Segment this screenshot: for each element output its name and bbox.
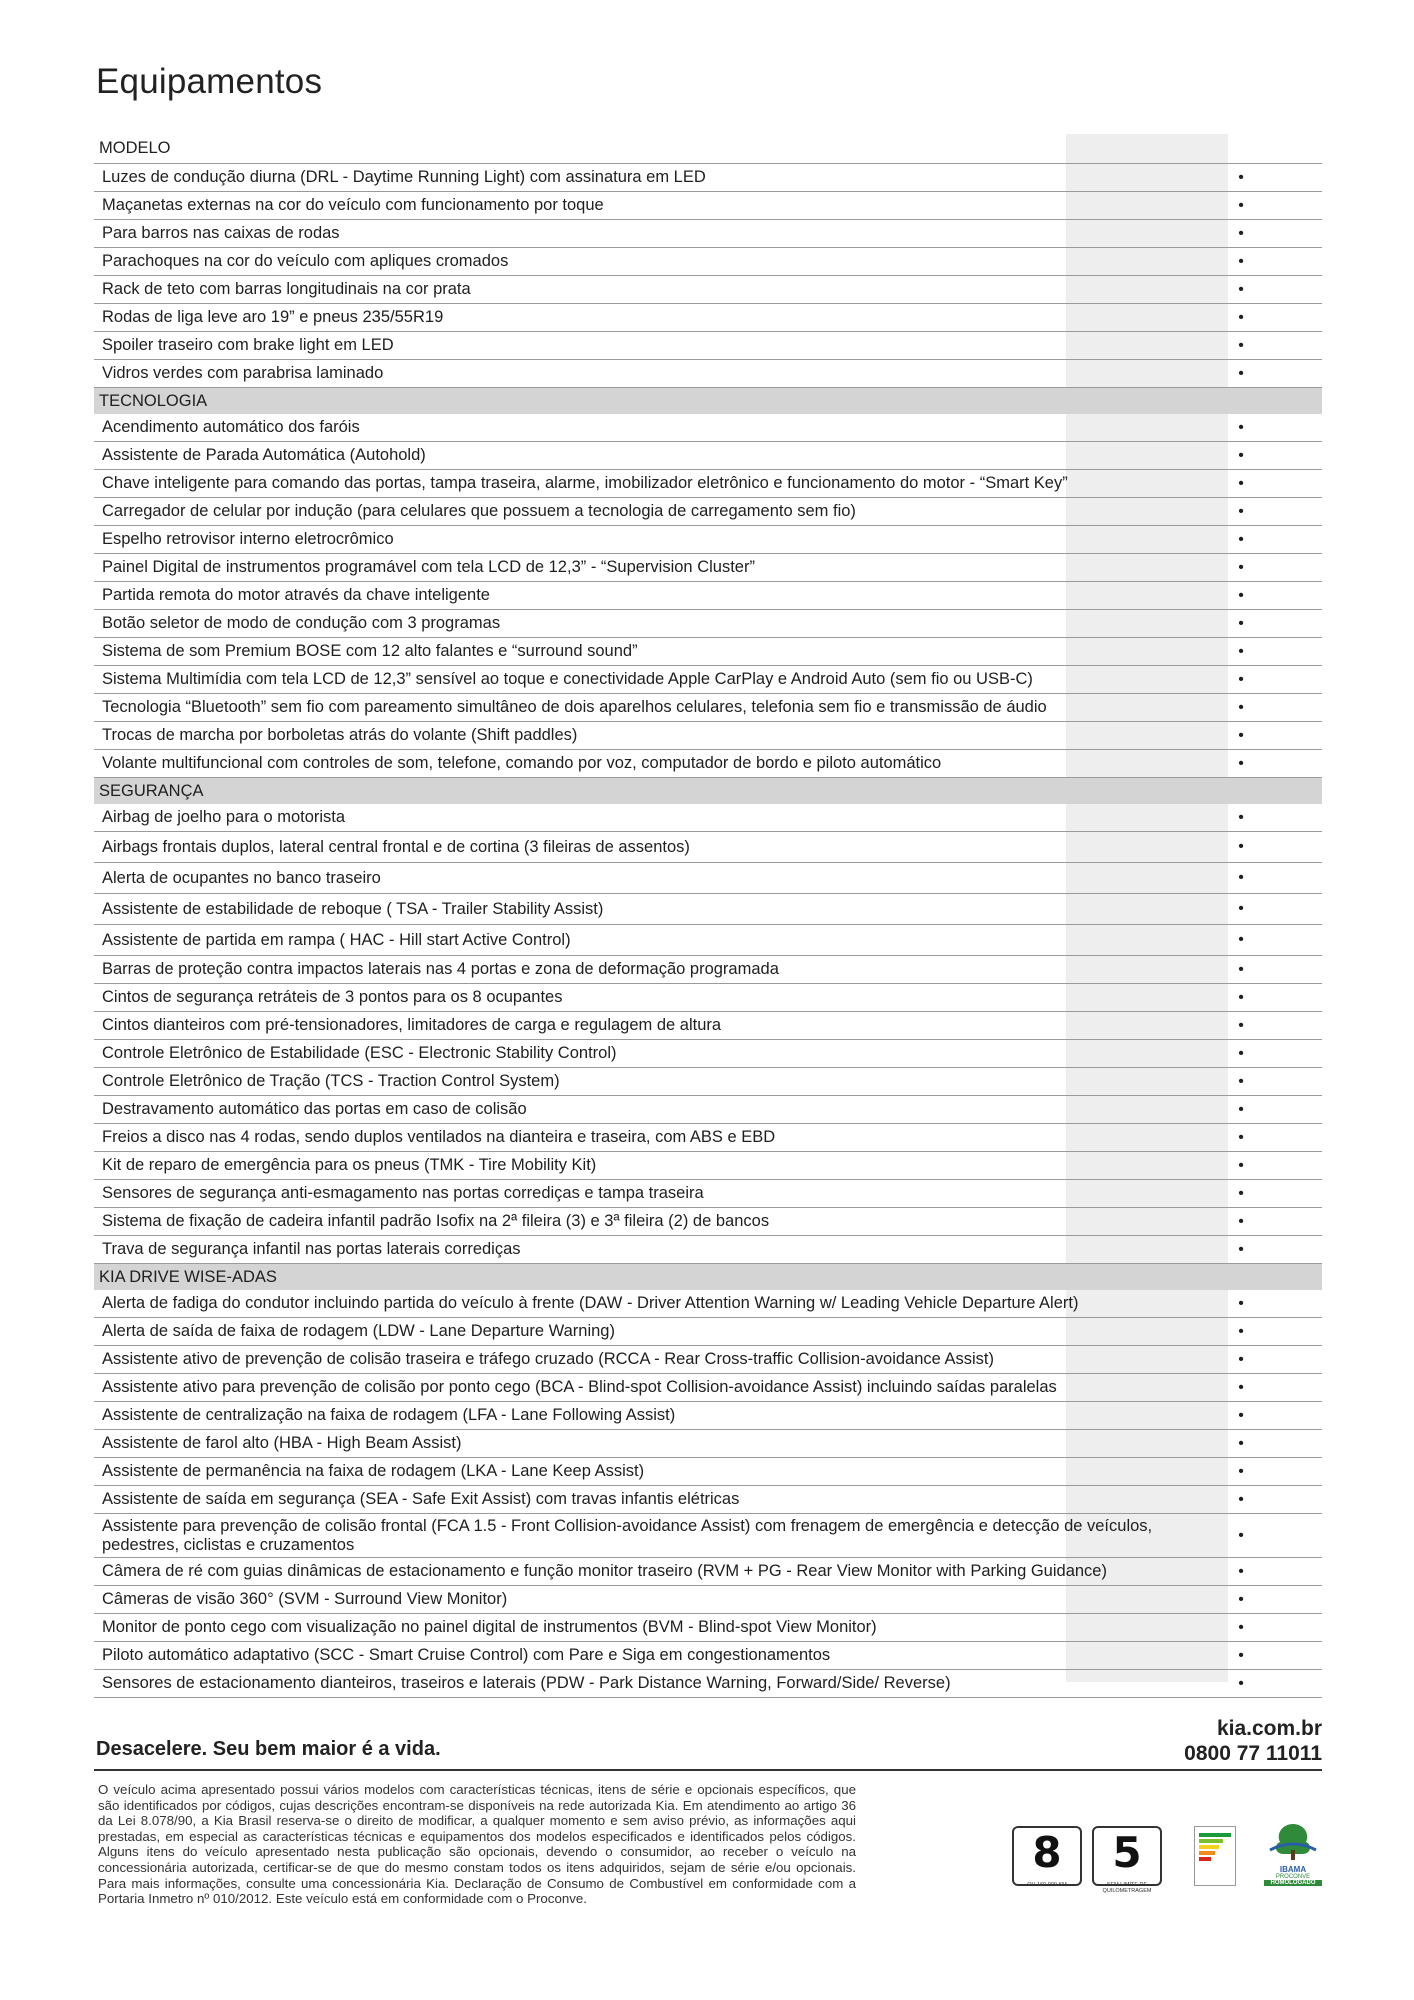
proconve-text: PROCONVE [1275, 1874, 1311, 1880]
equipment-label: Assistente ativo de prevenção de colisão traseira e tráfego cruzado (RCCA - Rear Cross-traffic Collision-avoidance Assist) [102, 1350, 995, 1368]
standard-mark: • [1238, 1044, 1244, 1062]
standard-mark: • [1238, 1156, 1244, 1174]
second-seal-caption: SEM LIMITE DE QUILOMETRAGEM [1102, 1882, 1152, 1894]
equipment-label: Spoiler traseiro com brake light em LED [102, 336, 394, 354]
standard-mark: • [1238, 168, 1244, 186]
page-title: Equipamentos [96, 62, 323, 101]
equipment-label: Assistente para prevenção de colisão frontal (FCA 1.5 - Front Collision-avoidance Assist) com frenagem de emergência e detecção de veículos, pedestres, ciclistas e cruzamentos [102, 1516, 1153, 1554]
equipment-label: Sistema de fixação de cadeira infantil padrão Isofix na 2ª fileira (3) e 3ª fileira (2) de bancos [102, 1212, 770, 1230]
standard-mark: • [1238, 960, 1244, 978]
equipment-label: Barras de proteção contra impactos laterais nas 4 portas e zona de deformação programada [102, 960, 779, 978]
equipment-label: Partida remota do motor através da chave inteligente [102, 586, 490, 604]
equipment-label: Freios a disco nas 4 rodas, sendo duplos ventilados na dianteira e traseira, com ABS e EBD [102, 1128, 776, 1146]
table-row [94, 1514, 1322, 1558]
table-row [94, 1096, 1322, 1124]
ibama-proconve-logo [1264, 1820, 1322, 1892]
table-row [94, 164, 1322, 192]
equipment-label: Botão seletor de modo de condução com 3 programas [102, 614, 501, 632]
table-row [94, 832, 1322, 863]
equipment-label: Volante multifuncional com controles de som, telefone, comando por voz, computador de bordo e piloto automático [102, 754, 942, 772]
standard-mark: • [1238, 754, 1244, 772]
warranty-seal [1012, 1826, 1082, 1886]
table-row [94, 498, 1322, 526]
table-row [94, 956, 1322, 984]
equipment-label: Parachoques na cor do veículo com apliques cromados [102, 252, 509, 270]
table-row [94, 666, 1322, 694]
table-row [94, 750, 1322, 778]
standard-mark: • [1238, 1462, 1244, 1480]
standard-mark: • [1238, 931, 1244, 948]
table-row [94, 276, 1322, 304]
table-row [94, 1040, 1322, 1068]
equipment-label: Assistente de farol alto (HBA - High Beam Assist) [102, 1434, 462, 1452]
equipment-label: Alerta de ocupantes no banco traseiro [102, 868, 381, 887]
phone-number: 0800 77 11011 [1184, 1742, 1322, 1765]
equipment-label: Cintos de segurança retráteis de 3 pontos para os 8 ocupantes [102, 988, 563, 1006]
section-header: SEGURANÇA [94, 778, 1322, 804]
table-row [94, 1430, 1322, 1458]
certification-seals [1012, 1820, 1324, 1940]
table-row [94, 984, 1322, 1012]
standard-mark: • [1238, 900, 1244, 917]
table-row [94, 1236, 1322, 1264]
equipment-label: Alerta de fadiga do condutor incluindo partida do veículo à frente (DAW - Driver Attention Warning w/ Leading Vehicle Departure Alert) [102, 1294, 1079, 1312]
equipment-label: Rodas de liga leve aro 19” e pneus 235/55R19 [102, 308, 444, 326]
standard-mark: • [1238, 1646, 1244, 1664]
equipment-label: Monitor de ponto cego com visualização no painel digital de instrumentos (BVM - Blind-spot View Monitor) [102, 1618, 877, 1636]
standard-mark: • [1238, 988, 1244, 1006]
equipment-label: Cintos dianteiros com pré-tensionadores, limitadores de carga e regulagem de altura [102, 1016, 722, 1034]
table-row [94, 1642, 1322, 1670]
standard-mark: • [1238, 1240, 1244, 1258]
footer-divider [94, 1769, 1322, 1771]
equipment-label: Sistema Multimídia com tela LCD de 12,3” sensível ao toque e conectividade Apple CarPlay e Android Auto (sem fio ou USB-C) [102, 670, 1033, 688]
table-row [94, 1586, 1322, 1614]
standard-mark: • [1238, 1490, 1244, 1508]
warranty-years: 8 [1032, 1828, 1062, 1877]
standard-mark: • [1238, 808, 1244, 826]
legal-disclaimer: O veículo acima apresentado possui vários modelos com características técnicas, itens de série e opcionais específicos, que são identificados por códigos, cujas descrições encontram-se disponíveis na rede autorizada Kia. Em atendimento ao artigo 36 da Lei 8.078/90, a Kia Brasil reserva-se o direito de modificar, a qualquer momento e sem aviso prévio, as informações aqui prestadas, em especial as características técnicas e equipamentos dos modelos especificados e identificados pelos códigos. Alguns itens do veículo apresentado nesta publicação são opcionais, devendo o consumidor, ao receber o veículo na concessionária autorizada, certificar-se de que do mesmo constam todos os itens adquiridos, sejam de série e/ou opcionais. Para mais informações, consulte uma concessionária Kia. Declaração de Consumo de Combustível em conformidade com a Portaria Inmetro nº 010/2012. Este veículo está em conformidade com o Proconve. [98, 1782, 856, 1907]
equipment-label: Controle Eletrônico de Estabilidade (ESC - Electronic Stability Control) [102, 1044, 617, 1062]
standard-mark: • [1238, 1184, 1244, 1202]
website-link[interactable]: kia.com.br [1216, 1717, 1322, 1740]
ibama-tree-icon [1264, 1820, 1322, 1860]
equipment-label: Assistente de saída em segurança (SEA - Safe Exit Assist) com travas infantis elétricas [102, 1490, 740, 1508]
standard-mark: • [1238, 642, 1244, 660]
table-row [94, 526, 1322, 554]
table-row [94, 804, 1322, 832]
standard-mark: • [1238, 698, 1244, 716]
table-row [94, 1670, 1322, 1698]
standard-mark: • [1238, 446, 1244, 464]
equipment-label: Painel Digital de instrumentos programável com tela LCD de 12,3” - “Supervision Cluster” [102, 558, 755, 576]
equipment-label: Espelho retrovisor interno eletrocrômico [102, 530, 394, 548]
equipment-label: Sistema de som Premium BOSE com 12 alto falantes e “surround sound” [102, 642, 638, 660]
standard-mark: • [1238, 224, 1244, 242]
equipment-label: Tecnologia “Bluetooth” sem fio com pareamento simultâneo de dois aparelhos celulares, telefonia sem fio e transmissão de áudio [102, 698, 1047, 716]
standard-mark: • [1238, 1618, 1244, 1636]
standard-mark: • [1238, 1128, 1244, 1146]
standard-mark: • [1238, 502, 1244, 520]
equipment-label: Trocas de marcha por borboletas atrás do volante (Shift paddles) [102, 726, 578, 744]
standard-mark: • [1238, 530, 1244, 548]
standard-mark: • [1238, 1350, 1244, 1368]
table-row [94, 1208, 1322, 1236]
standard-mark: • [1238, 1434, 1244, 1452]
second-seal [1092, 1826, 1162, 1886]
standard-mark: • [1238, 1674, 1244, 1692]
equipment-label: Sensores de estacionamento dianteiros, traseiros e laterais (PDW - Park Distance Warning, Forward/Side/ Reverse) [102, 1674, 951, 1692]
standard-mark: • [1238, 1212, 1244, 1230]
table-row [94, 1402, 1322, 1430]
table-row [94, 470, 1322, 498]
table-row [94, 610, 1322, 638]
standard-mark: • [1238, 280, 1244, 298]
table-row [94, 220, 1322, 248]
standard-mark: • [1238, 558, 1244, 576]
equipment-label: Carregador de celular por indução (para celulares que possuem a tecnologia de carregamento sem fio) [102, 502, 856, 520]
equipment-label: Chave inteligente para comando das portas, tampa traseira, alarme, imobilizador eletrônico e funcionamento do motor - “Smart Key” [102, 474, 1068, 492]
standard-mark: • [1238, 1322, 1244, 1340]
table-row [94, 1152, 1322, 1180]
table-row [94, 1124, 1322, 1152]
table-row [94, 304, 1322, 332]
table-row [94, 1614, 1322, 1642]
equipment-label: Alerta de saída de faixa de rodagem (LDW - Lane Departure Warning) [102, 1322, 615, 1340]
table-row [94, 925, 1322, 956]
equipment-label: Luzes de condução diurna (DRL - Daytime Running Light) com assinatura em LED [102, 168, 706, 186]
table-row [94, 894, 1322, 925]
section-header: TECNOLOGIA [94, 388, 1322, 414]
equipment-label: Assistente de partida em rampa ( HAC - Hill start Active Control) [102, 930, 571, 949]
equipment-label: Trava de segurança infantil nas portas laterais corrediças [102, 1240, 521, 1258]
table-row [94, 1346, 1322, 1374]
table-row [94, 582, 1322, 610]
standard-mark: • [1238, 1294, 1244, 1312]
slogan: Desacelere. Seu bem maior é a vida. [96, 1738, 441, 1760]
table-row [94, 1290, 1322, 1318]
standard-mark: • [1238, 252, 1244, 270]
standard-mark: • [1238, 474, 1244, 492]
homologado-text: HOMOLOGADO [1264, 1880, 1322, 1886]
equipment-label: Destravamento automático das portas em caso de colisão [102, 1100, 527, 1118]
standard-mark: • [1238, 364, 1244, 382]
table-row [94, 1458, 1322, 1486]
equipment-label: Sensores de segurança anti-esmagamento nas portas corrediças e tampa traseira [102, 1184, 704, 1202]
table-row [94, 554, 1322, 582]
table-row [94, 332, 1322, 360]
ibama-text: IBAMA [1279, 1865, 1307, 1874]
equipment-label: Airbag de joelho para o motorista [102, 808, 346, 826]
equipment-label: Maçanetas externas na cor do veículo com funcionamento por toque [102, 196, 604, 214]
table-row [94, 442, 1322, 470]
table-row [94, 863, 1322, 894]
table-row [94, 248, 1322, 276]
table-row [94, 192, 1322, 220]
standard-mark: • [1238, 196, 1244, 214]
standard-mark: • [1238, 418, 1244, 436]
equipment-label: Acendimento automático dos faróis [102, 418, 360, 436]
standard-mark: • [1238, 1072, 1244, 1090]
equipment-label: Assistente de permanência na faixa de rodagem (LKA - Lane Keep Assist) [102, 1462, 645, 1480]
standard-mark: • [1238, 1016, 1244, 1034]
standard-mark: • [1238, 1562, 1244, 1580]
equipment-label: Assistente de centralização na faixa de rodagem (LFA - Lane Following Assist) [102, 1406, 676, 1424]
equipment-label: Assistente ativo para prevenção de colisão por ponto cego (BCA - Blind-spot Collision-avoidance Assist) incluindo saídas paralelas [102, 1378, 1057, 1396]
model-header: MODELO [94, 134, 1322, 164]
standard-mark: • [1238, 336, 1244, 354]
equipment-label: Rack de teto com barras longitudinais na cor prata [102, 280, 471, 298]
table-row [94, 1486, 1322, 1514]
standard-mark: • [1238, 838, 1244, 855]
equipment-label: Câmera de ré com guias dinâmicas de estacionamento e função monitor traseiro (RVM + PG - Rear View Monitor with Parking Guidance) [102, 1562, 1107, 1580]
table-row [94, 414, 1322, 442]
standard-mark: • [1238, 614, 1244, 632]
table-row [94, 1558, 1322, 1586]
standard-mark: • [1238, 1526, 1244, 1544]
equipment-table [94, 134, 1322, 1698]
table-row [94, 694, 1322, 722]
equipment-label: Para barros nas caixas de rodas [102, 224, 340, 242]
energy-label-icon [1194, 1826, 1236, 1886]
table-row [94, 722, 1322, 750]
table-row [94, 1180, 1322, 1208]
table-row [94, 638, 1322, 666]
standard-mark: • [1238, 869, 1244, 886]
equipment-label: Kit de reparo de emergência para os pneus (TMK - Tire Mobility Kit) [102, 1156, 597, 1174]
standard-mark: • [1238, 1378, 1244, 1396]
standard-mark: • [1238, 670, 1244, 688]
table-row [94, 1318, 1322, 1346]
equipment-label: Assistente de estabilidade de reboque ( TSA - Trailer Stability Assist) [102, 899, 604, 918]
table-row [94, 360, 1322, 388]
standard-mark: • [1238, 1590, 1244, 1608]
equipment-label: Câmeras de visão 360° (SVM - Surround View Monitor) [102, 1590, 508, 1608]
equipment-label: Controle Eletrônico de Tração (TCS - Traction Control System) [102, 1072, 560, 1090]
section-header: KIA DRIVE WISE-ADAS [94, 1264, 1322, 1290]
standard-mark: • [1238, 586, 1244, 604]
warranty-caption: OU 160.000 KM [1027, 1882, 1067, 1888]
standard-mark: • [1238, 726, 1244, 744]
equipment-label: Assistente de Parada Automática (Autohold) [102, 446, 426, 464]
standard-mark: • [1238, 1406, 1244, 1424]
table-row [94, 1068, 1322, 1096]
second-seal-number: 5 [1112, 1828, 1142, 1877]
equipment-label: Vidros verdes com parabrisa laminado [102, 364, 384, 382]
standard-mark: • [1238, 308, 1244, 326]
table-row [94, 1012, 1322, 1040]
equipment-label: Piloto automático adaptativo (SCC - Smart Cruise Control) com Pare e Siga em congestionamentos [102, 1646, 831, 1664]
table-row [94, 1374, 1322, 1402]
equipment-label: Airbags frontais duplos, lateral central frontal e de cortina (3 fileiras de assentos) [102, 837, 690, 856]
standard-mark: • [1238, 1100, 1244, 1118]
